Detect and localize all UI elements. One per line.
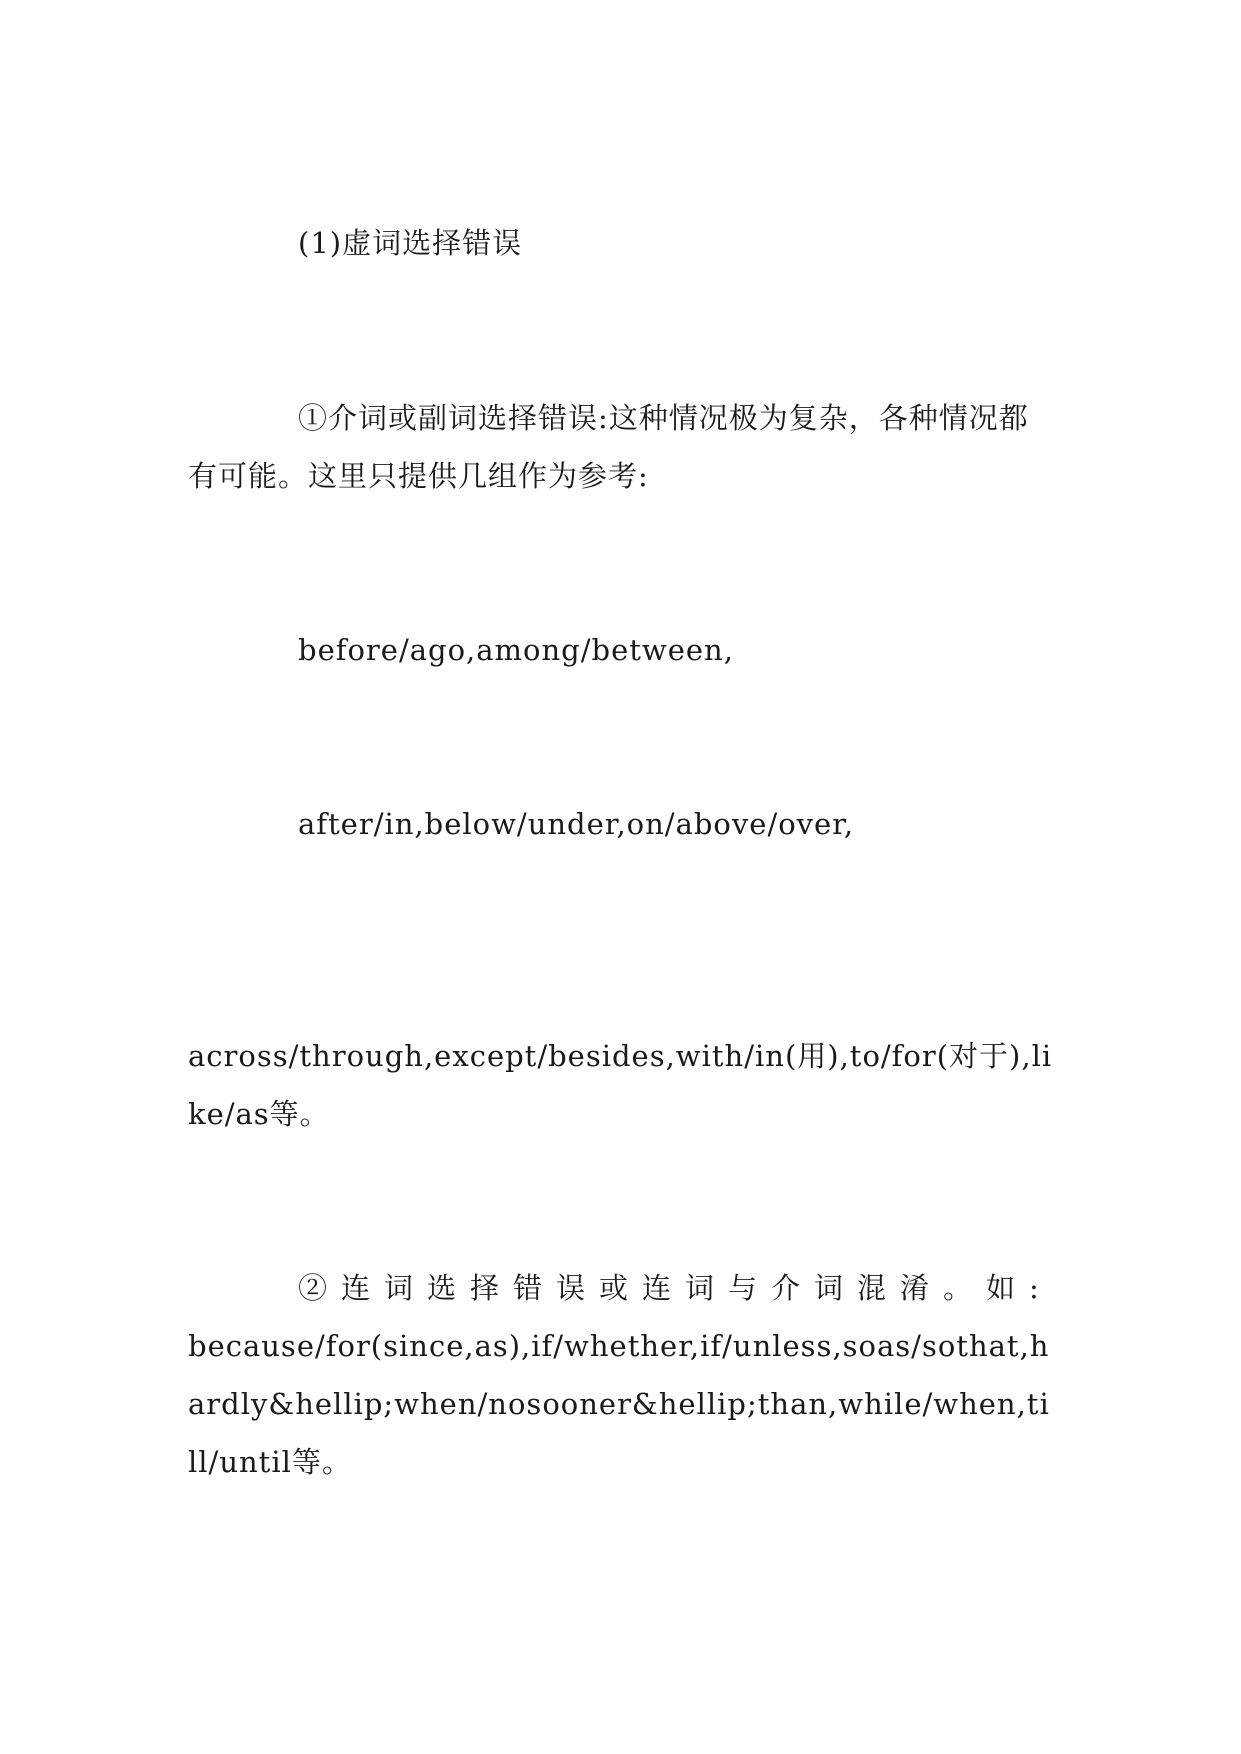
section-heading: (1)虚词选择错误 [298, 226, 523, 260]
conjunction-pairs: because/for(since,as),if/whether,if/unless,soas/sothat,hardly&hellip;when/nosooner&hellip;than,while/when,till/until等。 [188, 1329, 1050, 1479]
paragraph-word-pairs-2: after/in,below/under,on/above/over, [298, 807, 855, 841]
paragraph-prepositions-intro: ①介词或副词选择错误:这种情况极为复杂，各种情况都有可能。这里只提供几组作为参考: [188, 401, 1029, 493]
conjunctions-intro: ②连词选择错误或连词与介词混淆。如: [298, 1271, 1053, 1305]
paragraph-word-pairs-1: before/ago,among/between, [298, 633, 734, 667]
paragraph-word-pairs-3: across/through,except/besides,with/in(用),to/for(对于),like/as等。 [188, 1039, 1053, 1131]
paragraph-conjunctions [188, 1259, 1056, 1491]
